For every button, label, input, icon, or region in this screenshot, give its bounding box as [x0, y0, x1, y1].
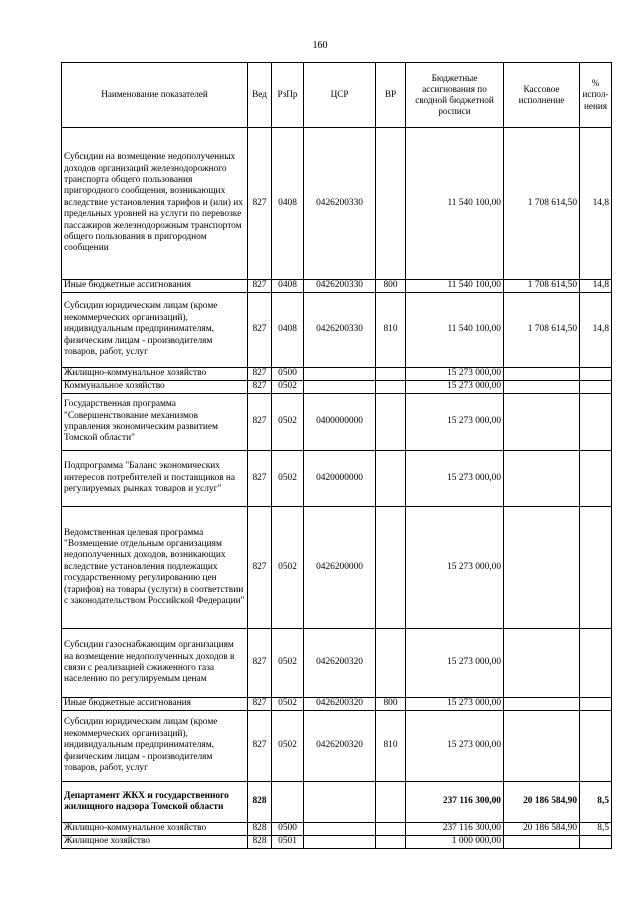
cell-ved: 827: [248, 381, 272, 394]
col-header-csr: ЦСР: [304, 63, 376, 128]
cell-name: Подпрограмма "Баланс экономических интересов потребителей и поставщиков на регулируемых рынках товаров и услуг": [62, 451, 248, 507]
cell-csr: 0426200320: [304, 711, 376, 782]
cell-ved: 827: [248, 368, 272, 381]
table-row: [62, 507, 612, 629]
cell-rzpr: [272, 782, 304, 823]
cell-vr: 800: [376, 280, 406, 293]
cell-rzpr: 0502: [272, 711, 304, 782]
cell-name: Жилищно-коммунальное хозяйство: [62, 368, 248, 381]
cell-budget: 15 273 000,00: [406, 711, 504, 782]
col-header-name: Наименование показателей: [62, 63, 248, 128]
table-row: [62, 782, 612, 823]
cell-csr: 0426200330: [304, 293, 376, 368]
cell-cash: 1 708 614,50: [504, 128, 580, 280]
cell-rzpr: 0502: [272, 507, 304, 629]
cell-rzpr: 0502: [272, 394, 304, 451]
table-row: [62, 823, 612, 836]
cell-rzpr: 0500: [272, 823, 304, 836]
cell-rzpr: 0502: [272, 451, 304, 507]
cell-cash: [504, 698, 580, 711]
cell-cash: [504, 629, 580, 698]
cell-csr: [304, 368, 376, 381]
cell-pct: [580, 507, 612, 629]
cell-name: Департамент ЖКХ и государственного жилищного надзора Томской области: [62, 782, 248, 823]
cell-name: Субсидии юридическим лицам (кроме некоммерческих организаций), индивидуальным предпринимателям, физическим лицам - производителям товаров, работ, услуг: [62, 711, 248, 782]
cell-cash: [504, 711, 580, 782]
cell-budget: 15 273 000,00: [406, 629, 504, 698]
cell-cash: 1 708 614,50: [504, 280, 580, 293]
cell-name: Субсидии юридическим лицам (кроме некоммерческих организаций), индивидуальным предпринимателям, физическим лицам - производителям товаров, работ, услуг: [62, 293, 248, 368]
cell-rzpr: 0502: [272, 698, 304, 711]
col-header-ved: Вед: [248, 63, 272, 128]
cell-vr: 810: [376, 711, 406, 782]
cell-ved: 827: [248, 711, 272, 782]
cell-ved: 827: [248, 698, 272, 711]
cell-cash: [504, 836, 580, 849]
cell-budget: 237 116 300,00: [406, 823, 504, 836]
cell-ved: 827: [248, 507, 272, 629]
cell-csr: 0426200330: [304, 280, 376, 293]
cell-cash: [504, 451, 580, 507]
cell-vr: 800: [376, 698, 406, 711]
cell-ved: 828: [248, 836, 272, 849]
cell-csr: 0426200330: [304, 128, 376, 280]
cell-budget: 1 000 000,00: [406, 836, 504, 849]
cell-vr: [376, 128, 406, 280]
cell-pct: [580, 629, 612, 698]
cell-budget: 15 273 000,00: [406, 698, 504, 711]
cell-cash: [504, 381, 580, 394]
cell-cash: 1 708 614,50: [504, 293, 580, 368]
cell-pct: [580, 836, 612, 849]
cell-name: Жилищное хозяйство: [62, 836, 248, 849]
cell-csr: [304, 782, 376, 823]
cell-name: Ведомственная целевая программа "Возмещение отдельным организациям недополученных доходов, возникающих вследствие установления подлежащих государственному регулированию цен (тарифов) на товары (услуги) в соответствии с законодательством Российской Федерации": [62, 507, 248, 629]
cell-ved: 827: [248, 280, 272, 293]
cell-cash: 20 186 584,90: [504, 823, 580, 836]
cell-vr: [376, 394, 406, 451]
cell-csr: 0400000000: [304, 394, 376, 451]
cell-ved: 827: [248, 629, 272, 698]
cell-ved: 828: [248, 782, 272, 823]
table-row: [62, 368, 612, 381]
cell-name: Субсидии на возмещение недополученных доходов организаций железнодорожного транспорта общего пользования пригородного сообщения, возникающих вследствие установления тарифов и (или) их предельных уровней на услуги по перевозке пассажиров железнодорожным транспортом общего пользования в пригородном сообщении: [62, 128, 248, 280]
cell-budget: 11 540 100,00: [406, 128, 504, 280]
cell-cash: [504, 507, 580, 629]
cell-name: Коммунальное хозяйство: [62, 381, 248, 394]
cell-vr: [376, 507, 406, 629]
cell-vr: [376, 451, 406, 507]
cell-pct: 8,5: [580, 823, 612, 836]
cell-rzpr: 0502: [272, 629, 304, 698]
table-body: [62, 128, 612, 849]
cell-budget: 15 273 000,00: [406, 507, 504, 629]
cell-cash: [504, 368, 580, 381]
col-header-rzpr: РзПр: [272, 63, 304, 128]
budget-execution-table: [61, 62, 612, 849]
cell-vr: [376, 381, 406, 394]
cell-cash: [504, 394, 580, 451]
cell-pct: [580, 368, 612, 381]
cell-ved: 828: [248, 823, 272, 836]
table-row: [62, 293, 612, 368]
table-row: [62, 836, 612, 849]
cell-budget: 15 273 000,00: [406, 451, 504, 507]
page-number: 160: [312, 40, 328, 51]
cell-cash: 20 186 584,90: [504, 782, 580, 823]
cell-budget: 11 540 100,00: [406, 280, 504, 293]
col-header-budget: Бюджетные ассигнования по сводной бюджетной росписи: [406, 63, 504, 128]
cell-budget: 15 273 000,00: [406, 368, 504, 381]
table-row: [62, 698, 612, 711]
cell-name: Жилищно-коммунальное хозяйство: [62, 823, 248, 836]
cell-name: Иные бюджетные ассигнования: [62, 698, 248, 711]
cell-budget: 11 540 100,00: [406, 293, 504, 368]
cell-rzpr: 0408: [272, 128, 304, 280]
cell-vr: [376, 823, 406, 836]
table-row: [62, 381, 612, 394]
cell-csr: [304, 836, 376, 849]
cell-csr: 0426200320: [304, 629, 376, 698]
cell-csr: 0426200000: [304, 507, 376, 629]
cell-csr: 0420000000: [304, 451, 376, 507]
cell-rzpr: 0408: [272, 280, 304, 293]
table-row: [62, 451, 612, 507]
cell-rzpr: 0408: [272, 293, 304, 368]
cell-budget: 237 116 300,00: [406, 782, 504, 823]
cell-name: Субсидии газоснабжающим организациям на возмещение недополученных доходов в связи с реализацией сжиженного газа населению по регулируемым ценам: [62, 629, 248, 698]
cell-csr: [304, 823, 376, 836]
col-header-vr: ВР: [376, 63, 406, 128]
cell-pct: 14,8: [580, 128, 612, 280]
cell-pct: 14,8: [580, 293, 612, 368]
cell-vr: 810: [376, 293, 406, 368]
cell-csr: 0426200320: [304, 698, 376, 711]
table-row: [62, 280, 612, 293]
cell-vr: [376, 836, 406, 849]
cell-pct: 8,5: [580, 782, 612, 823]
table-row: [62, 629, 612, 698]
cell-vr: [376, 629, 406, 698]
col-header-pct: % испол-нения: [580, 63, 612, 128]
cell-ved: 827: [248, 293, 272, 368]
cell-rzpr: 0500: [272, 368, 304, 381]
cell-vr: [376, 368, 406, 381]
cell-ved: 827: [248, 451, 272, 507]
cell-pct: [580, 394, 612, 451]
cell-pct: [580, 711, 612, 782]
cell-ved: 827: [248, 394, 272, 451]
cell-pct: 14,8: [580, 280, 612, 293]
cell-pct: [580, 381, 612, 394]
cell-vr: [376, 782, 406, 823]
table-row: [62, 128, 612, 280]
cell-name: Иные бюджетные ассигнования: [62, 280, 248, 293]
col-header-cash: Кассовое исполнение: [504, 63, 580, 128]
cell-pct: [580, 451, 612, 507]
table-header: [62, 63, 612, 128]
cell-budget: 15 273 000,00: [406, 394, 504, 451]
table-row: [62, 711, 612, 782]
cell-name: Государственная программа "Совершенствование механизмов управления экономическим развитием Томской области": [62, 394, 248, 451]
cell-rzpr: 0502: [272, 381, 304, 394]
cell-pct: [580, 698, 612, 711]
table-row: [62, 394, 612, 451]
cell-budget: 15 273 000,00: [406, 381, 504, 394]
cell-rzpr: 0501: [272, 836, 304, 849]
cell-csr: [304, 381, 376, 394]
cell-ved: 827: [248, 128, 272, 280]
